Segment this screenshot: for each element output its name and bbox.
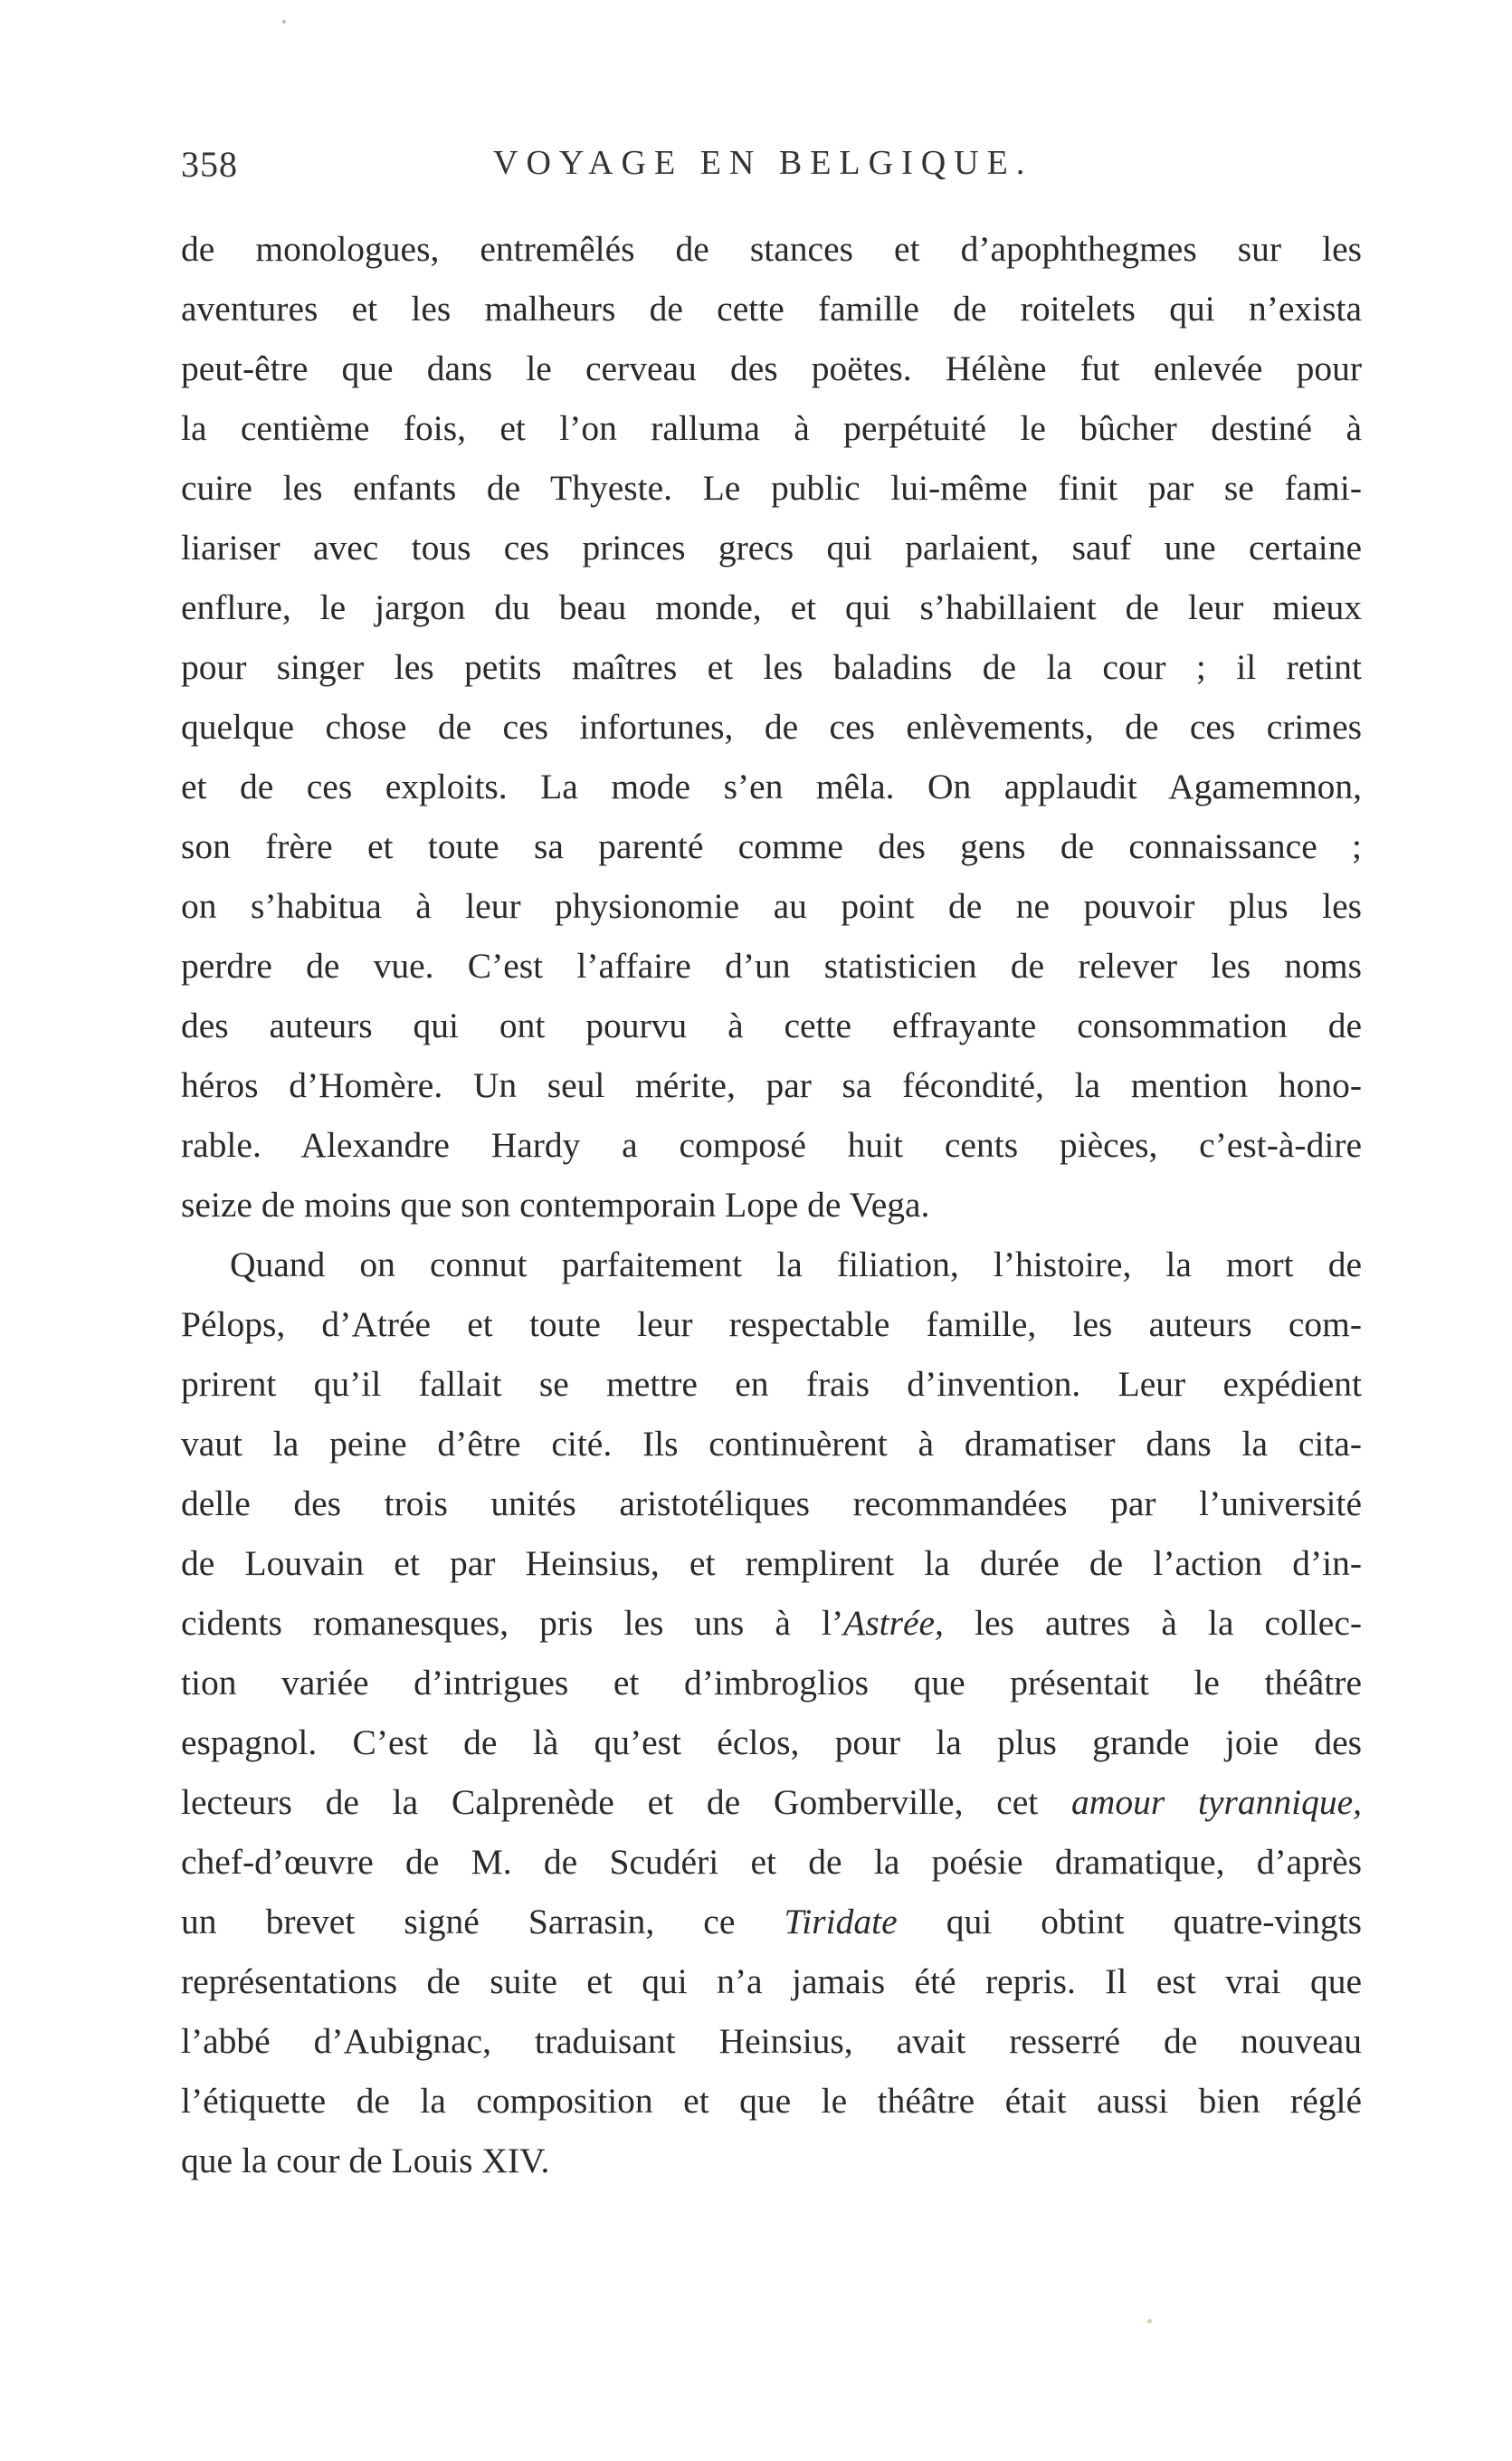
running-title: VOYAGE EN BELGIQUE. [493, 144, 1033, 182]
text-line: que la cour de Louis XIV. [181, 2141, 550, 2180]
text-line: des auteurs qui ont pourvu à cette effrayante consommation de [181, 1006, 1362, 1045]
paper-speck [282, 20, 286, 24]
text-line: enflure, le jargon du beau monde, et qui s’habillaient de leur mieux [181, 587, 1362, 627]
text-segment: qui obtint quatre-vingts [897, 1902, 1362, 1941]
text-line [181, 1892, 1362, 1951]
text-line: pour singer les petits maîtres et les baladins de la cour ; il retint [181, 647, 1362, 687]
text-line: héros d’Homère. Un seul mérite, par sa fécondité, la mention hono- [181, 1065, 1362, 1105]
text-line: son frère et toute sa parenté comme des gens de connaissance ; [181, 826, 1362, 866]
text-segment: cidents romanesques, pris les uns à l’ [181, 1603, 844, 1643]
text-segment: lecteurs de la Calprenède et de Gomberville, cet [181, 1782, 1072, 1822]
text-line [181, 1593, 1362, 1653]
text-segment: un brevet signé Sarrasin, ce [181, 1902, 785, 1941]
text-line: espagnol. C’est de là qu’est éclos, pour la plus grande joie des [181, 1722, 1362, 1762]
text-line: perdre de vue. C’est l’affaire d’un statisticien de relever les noms [181, 946, 1362, 986]
text-line: de monologues, entremêlés de stances et d’apophthegmes sur les [181, 229, 1362, 269]
text-line: quelque chose de ces infortunes, de ces enlèvements, de ces crimes [181, 707, 1362, 747]
text-line: Pélops, d’Atrée et toute leur respectable famille, les auteurs com- [181, 1304, 1362, 1344]
text-line: vaut la peine d’être cité. Ils continuèrent à dramatiser dans la cita- [181, 1424, 1362, 1464]
text-line: la centième fois, et l’on ralluma à perpétuité le bûcher destiné à [181, 408, 1362, 448]
text-line: chef-d’œuvre de M. de Scudéri et de la poésie dramatique, d’après [181, 1842, 1362, 1882]
text-line: tion variée d’intrigues et d’imbroglios que présentait le théâtre [181, 1663, 1362, 1703]
italic-title-amour-tyrannique: amour tyrannique, [1071, 1782, 1362, 1822]
italic-title-tiridate: Tiridate [784, 1902, 898, 1941]
italic-title-astree: Astrée, [843, 1603, 944, 1643]
text-line: et de ces exploits. La mode s’en mêla. On applaudit Agamemnon, [181, 767, 1362, 806]
page-number: 358 [181, 144, 238, 185]
text-line: représentations de suite et qui n’a jamais été repris. Il est vrai que [181, 1961, 1362, 2001]
text-line: aventures et les malheurs de cette famille de roitelets qui n’exista [181, 289, 1362, 329]
text-line: l’abbé d’Aubignac, traduisant Heinsius, avait resserré de nouveau [181, 2021, 1362, 2061]
text-line: on s’habitua à leur physionomie au point de ne pouvoir plus les [181, 886, 1362, 926]
text-line [181, 1772, 1362, 1832]
body-text [181, 219, 1362, 2190]
page-header [181, 143, 1362, 197]
text-line: rable. Alexandre Hardy a composé huit cents pièces, c’est-à-dire [181, 1125, 1362, 1165]
text-line: cuire les enfants de Thyeste. Le public lui-même finit par se fami- [181, 468, 1362, 508]
text-line: seize de moins que son contemporain Lope de Vega. [181, 1185, 930, 1225]
text-line: liariser avec tous ces princes grecs qui parlaient, sauf une certaine [181, 528, 1362, 568]
text-line: Quand on connut parfaitement la filiation, l’histoire, la mort de [230, 1245, 1362, 1284]
text-line: delle des trois unités aristotéliques recommandées par l’université [181, 1483, 1362, 1523]
text-line: l’étiquette de la composition et que le théâtre était aussi bien réglé [181, 2081, 1362, 2121]
paper-speck [1147, 2319, 1152, 2323]
text-segment: les autres à la collec- [943, 1603, 1362, 1643]
text-line: peut-être que dans le cerveau des poëtes. Hélène fut enlevée pour [181, 348, 1362, 388]
text-line: de Louvain et par Heinsius, et remplirent la durée de l’action d’in- [181, 1543, 1362, 1583]
text-line: prirent qu’il fallait se mettre en frais d’invention. Leur expédient [181, 1364, 1362, 1404]
